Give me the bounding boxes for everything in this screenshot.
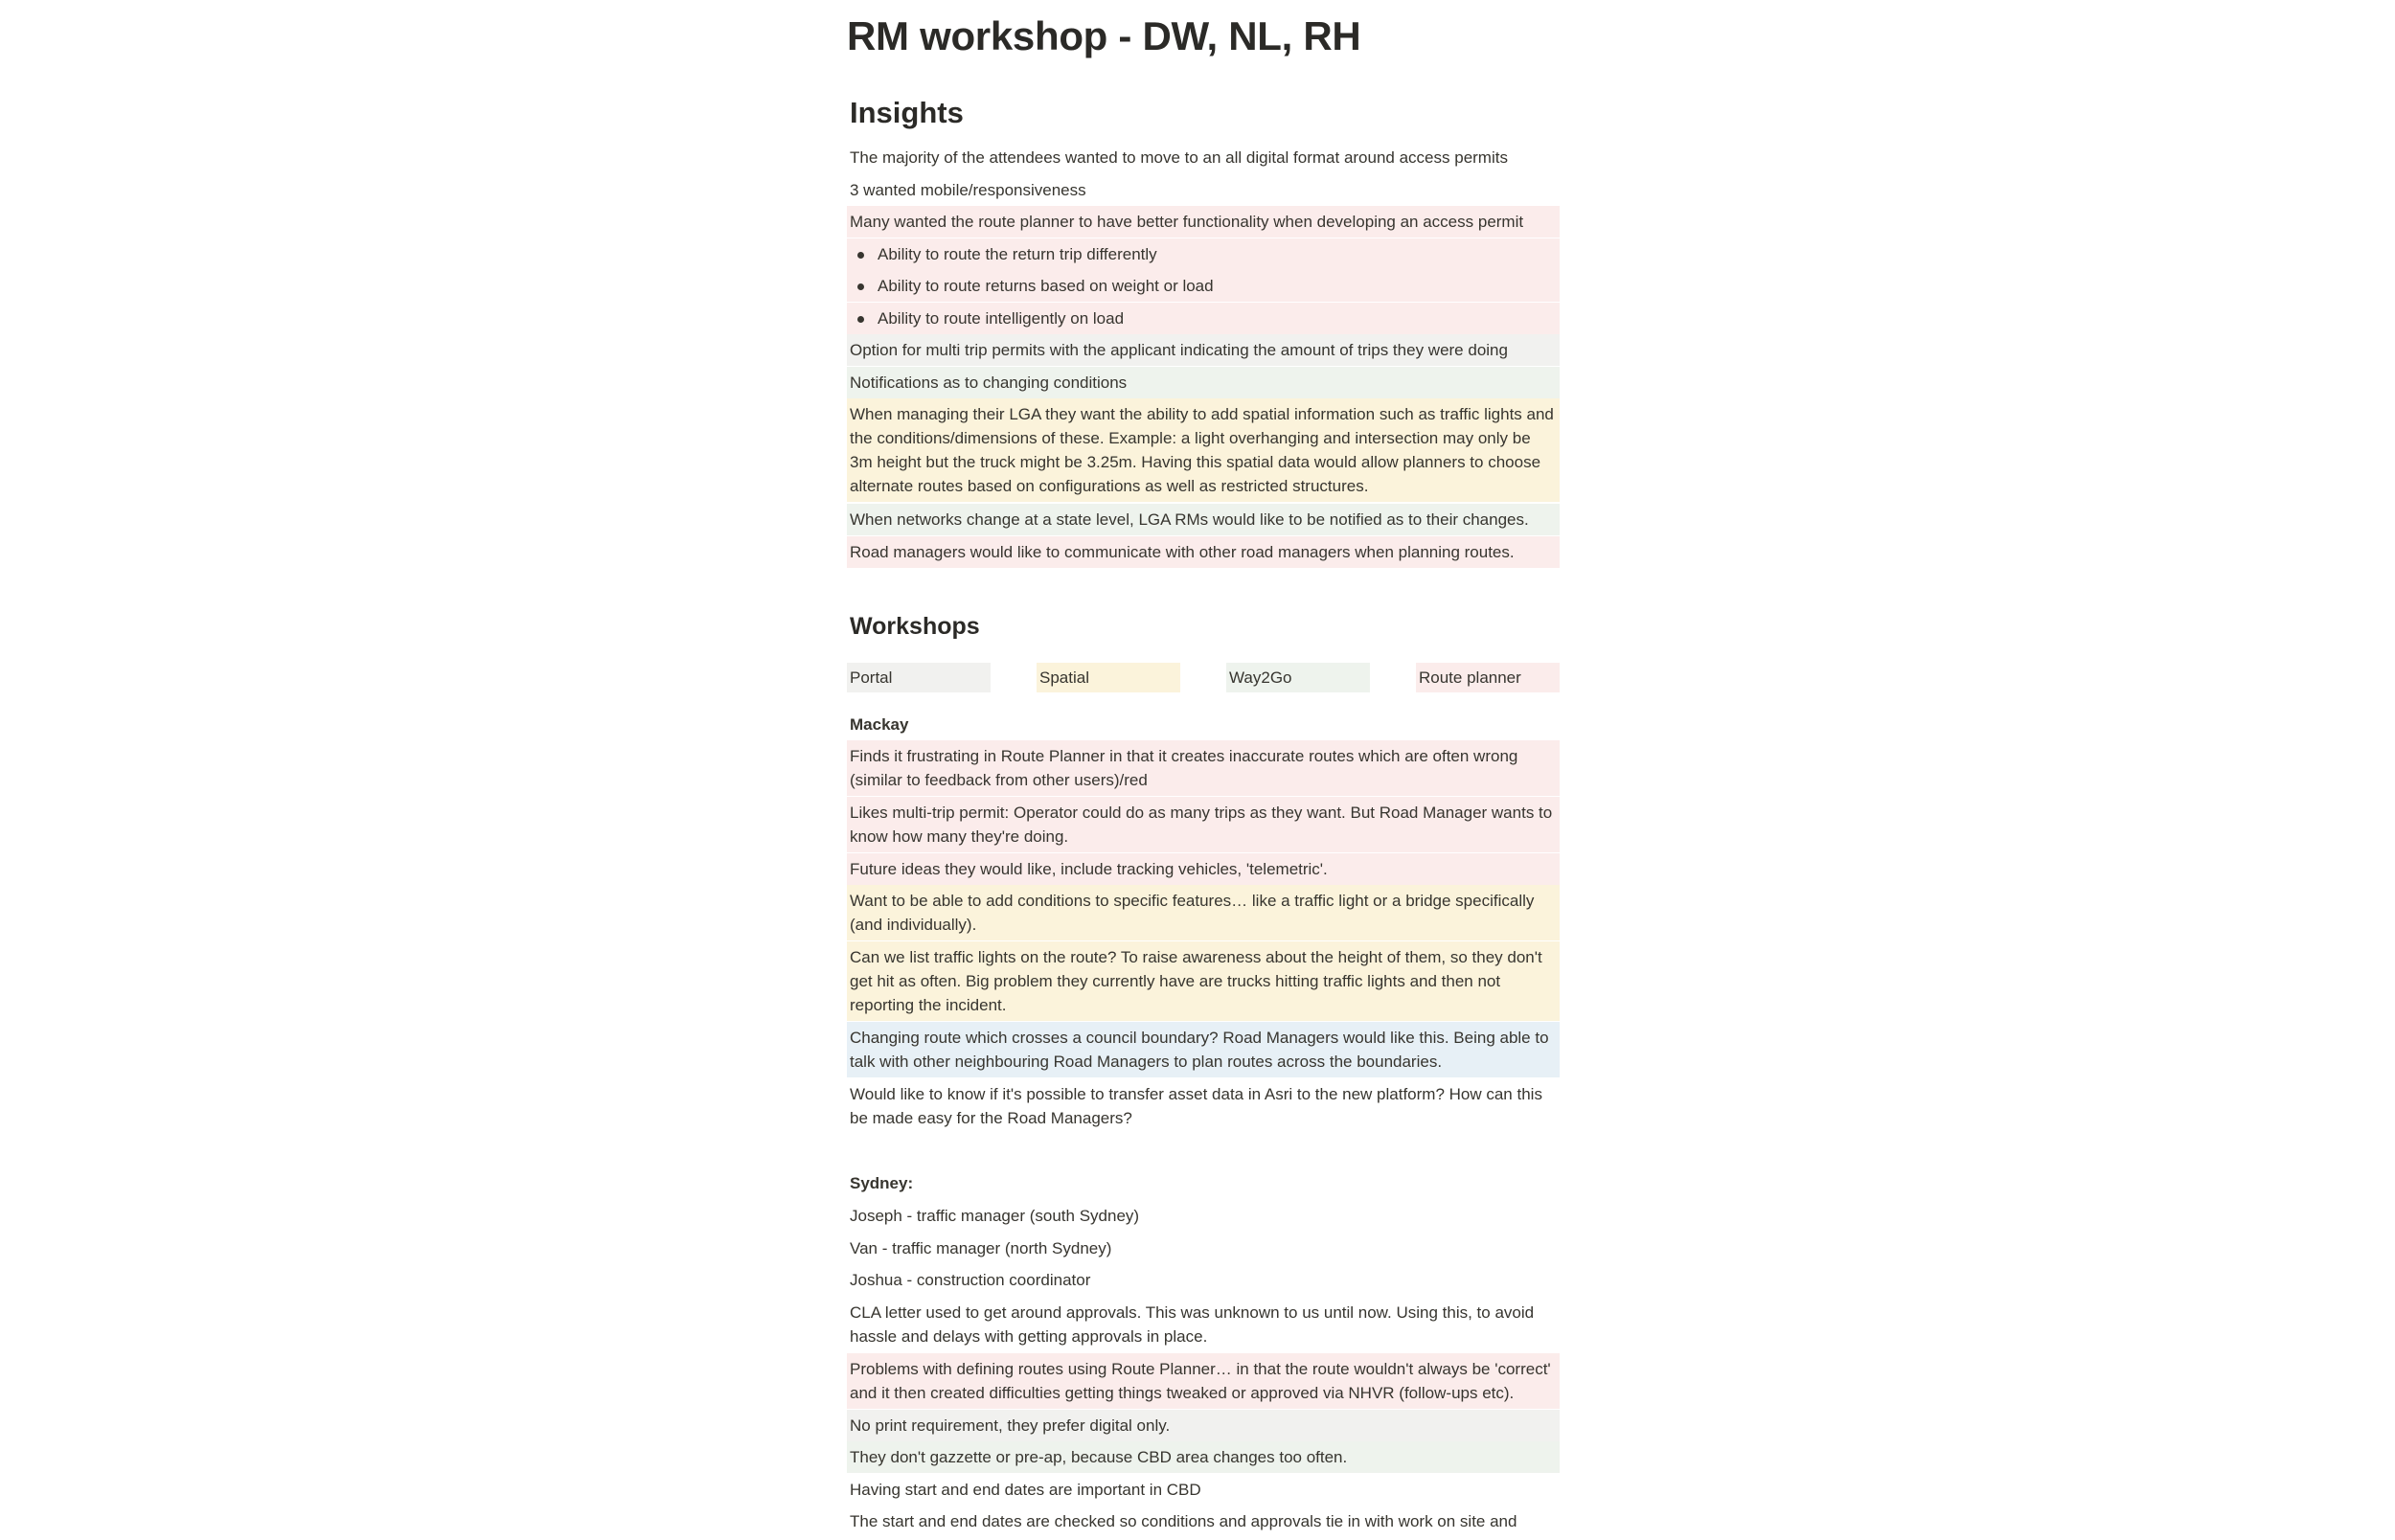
mackay-note[interactable]: Would like to know if it's possible to transfer asset data in Asri to the new platform? How can this be made easy for the Road Managers? [850, 1085, 1542, 1127]
bullet-text: Ability to route intelligently on load [878, 309, 1125, 328]
insight-block[interactable]: Road managers would like to communicate with other road managers when planning routes. [847, 536, 1560, 568]
insight-block[interactable]: When managing their LGA they want the ability to add spatial information such as traffic lights and the conditions/dimensions of these. Example: a light overhanging and intersection may only be 3m height but the truck might be 3.25m. Having this spatial data would allow planners to choose alternate routes based on configurations as well as restricted structures. [847, 398, 1560, 502]
sydney-note[interactable]: Having start and end dates are important in CBD [850, 1481, 1201, 1499]
mackay-note[interactable]: Finds it frustrating in Route Planner in that it creates inaccurate routes which are often wrong (similar to feedback from other users)/red [847, 740, 1560, 796]
insight-block[interactable]: Option for multi trip permits with the applicant indicating the amount of trips they were doing [847, 334, 1560, 366]
sydney-note[interactable]: CLA letter used to get around approvals. This was unknown to us until now. Using this, to avoid hassle and delays with getting approvals in place. [850, 1303, 1535, 1346]
sydney-note[interactable]: They don't gazzette or pre-ap, because CBD area changes too often. [847, 1441, 1560, 1473]
sydney-note-cut-off[interactable]: The start and end dates are checked so conditions and approvals tie in with work on site and [850, 1512, 1517, 1530]
mackay-note[interactable]: Can we list traffic lights on the route? To raise awareness about the height of them, so they don't get hit as often. Big problem they currently have are trucks hitting traffic lights and then not reporting the incident. [847, 941, 1560, 1021]
insight-block[interactable]: The majority of the attendees wanted to move to an all digital format around access permits [850, 148, 1508, 167]
sydney-note[interactable]: Joseph - traffic manager (south Sydney) [850, 1207, 1140, 1225]
bullet-icon [857, 316, 864, 323]
insight-bullet[interactable] [847, 238, 1560, 270]
mackay-note[interactable]: Likes multi-trip permit: Operator could do as many trips as they want. But Road Manager wants to know how many they're doing. [847, 797, 1560, 852]
category-spatial[interactable]: Spatial [1037, 663, 1180, 692]
insight-bullet[interactable] [847, 270, 1560, 302]
bullet-text: Ability to route the return trip differently [878, 245, 1157, 263]
sydney-note[interactable]: Joshua - construction coordinator [850, 1271, 1091, 1289]
insight-block[interactable]: 3 wanted mobile/responsiveness [850, 181, 1086, 199]
category-portal[interactable]: Portal [847, 663, 991, 692]
bullet-icon [857, 252, 864, 259]
workshops-heading[interactable]: Workshops [850, 613, 980, 640]
sydney-heading[interactable]: Sydney: [850, 1174, 914, 1192]
mackay-note[interactable]: Want to be able to add conditions to specific features… like a traffic light or a bridge specifically (and individually). [847, 885, 1560, 940]
insights-heading[interactable]: Insights [850, 96, 964, 129]
mackay-note[interactable]: Future ideas they would like, include tracking vehicles, 'telemetric'. [847, 853, 1560, 885]
sydney-note[interactable]: Van - traffic manager (north Sydney) [850, 1239, 1112, 1257]
insight-block[interactable]: When networks change at a state level, LGA RMs would like to be notified as to their changes. [847, 504, 1560, 535]
insight-block[interactable]: Notifications as to changing conditions [847, 367, 1560, 398]
category-way2go[interactable]: Way2Go [1226, 663, 1370, 692]
mackay-note[interactable]: Changing route which crosses a council boundary? Road Managers would like this. Being able to talk with other neighbouring Road Managers to plan routes across the boundaries. [847, 1022, 1560, 1077]
mackay-heading[interactable]: Mackay [850, 715, 909, 734]
bullet-text: Ability to route returns based on weight or load [878, 277, 1214, 295]
sydney-note[interactable]: Problems with defining routes using Route Planner… in that the route wouldn't always be 'correct' and it then created difficulties getting things tweaked or approved via NHVR (follow-ups etc). [847, 1353, 1560, 1409]
category-route-planner[interactable]: Route planner [1416, 663, 1560, 692]
sydney-note[interactable]: No print requirement, they prefer digital only. [847, 1410, 1560, 1441]
insight-bullet[interactable] [847, 303, 1560, 334]
insight-block[interactable]: Many wanted the route planner to have better functionality when developing an access permit [847, 206, 1560, 238]
page-title[interactable]: RM workshop - DW, NL, RH [847, 13, 1361, 58]
bullet-icon [857, 283, 864, 290]
